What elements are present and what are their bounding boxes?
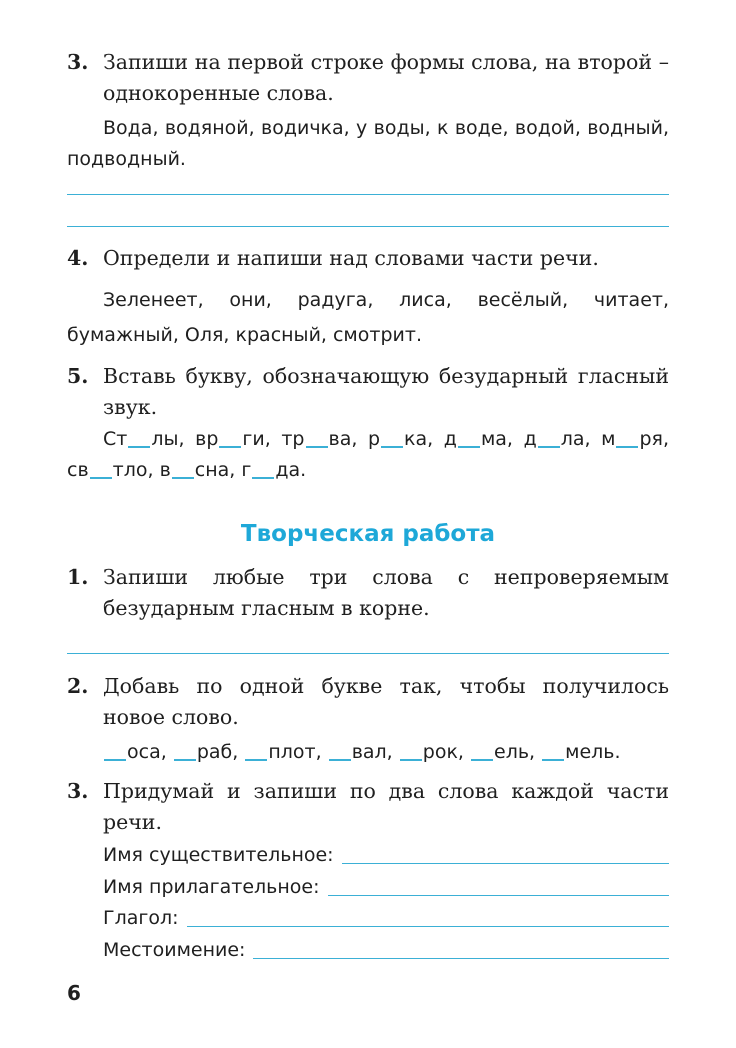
fragment: Ст [103, 428, 128, 450]
pronoun-answer-line[interactable] [253, 958, 669, 959]
vowel-blank[interactable] [90, 457, 112, 479]
task-number: 1. [67, 565, 89, 589]
word-ending: вал, [351, 741, 393, 763]
word-ending: рок, [422, 741, 464, 763]
letter-blank[interactable] [174, 739, 196, 761]
word-ending: ель, [494, 741, 536, 763]
fragment: ла, м [560, 428, 616, 450]
fragment: ка, д [404, 428, 457, 450]
vowel-blank[interactable] [306, 426, 328, 448]
task-number: 2. [67, 674, 89, 698]
verb-answer-line[interactable] [187, 926, 669, 927]
pronoun-row [103, 935, 669, 966]
task-instruction: Придумай и запиши по два слова каждой части речи. [103, 779, 669, 834]
fragment: тло, в [112, 459, 171, 481]
answer-line-3[interactable] [67, 653, 669, 654]
task-number: 3. [67, 779, 89, 803]
adjective-row [103, 872, 669, 903]
verb-label: Глагол: [103, 907, 179, 929]
task-5-insert-vowel [67, 361, 669, 423]
letter-blank[interactable] [400, 739, 422, 761]
fragment: да. [275, 459, 307, 481]
word-list: Зеленеет, они, радуга, лиса, весёлый, читает, бумажный, Оля, красный, смотрит. [67, 289, 669, 346]
word-ending: оса, [127, 741, 167, 763]
task-instruction: Добавь по одной букве так, чтобы получилось новое слово. [103, 674, 669, 729]
adjective-answer-line[interactable] [328, 895, 670, 896]
word-ending: плот, [268, 741, 322, 763]
fragment: ги, тр [242, 428, 305, 450]
fragment: ря, св [67, 428, 670, 481]
task-number: 4. [67, 246, 89, 270]
word-ending: раб, [196, 741, 239, 763]
page-number: 6 [67, 981, 81, 1005]
vowel-blank[interactable] [172, 457, 194, 479]
letter-exercise [103, 737, 669, 768]
task-instruction: Запиши на первой строке формы слова, на второй – однокоренные слова. [103, 50, 669, 105]
answer-line-1[interactable] [67, 194, 669, 195]
task-instruction: Запиши любые три слова с непроверяемым безударным гласным в корне. [103, 565, 669, 620]
vowel-blank[interactable] [128, 426, 150, 448]
fragment: ма, д [480, 428, 537, 450]
vowel-blank[interactable] [616, 426, 638, 448]
noun-answer-line[interactable] [342, 863, 669, 864]
letter-blank[interactable] [329, 739, 351, 761]
fragment: ва, р [328, 428, 381, 450]
vowel-blank[interactable] [458, 426, 480, 448]
vowel-blank[interactable] [538, 426, 560, 448]
section-heading: Творческая работа [240, 521, 496, 547]
vowel-blank[interactable] [219, 426, 241, 448]
noun-row [103, 840, 669, 871]
task-4-parts-of-speech [67, 243, 669, 274]
noun-label: Имя существительное: [103, 844, 334, 866]
word-ending: мель. [565, 741, 621, 763]
creative-task-2 [67, 671, 669, 733]
creative-task-3 [67, 776, 669, 838]
pronoun-label: Местоимение: [103, 939, 246, 961]
creative-task-1 [67, 562, 669, 624]
task-instruction: Вставь букву, обозначающую безударный гласный звук. [103, 364, 669, 419]
adjective-label: Имя прилагательное: [103, 876, 320, 898]
task-3-forms [67, 47, 669, 109]
task-number: 5. [67, 364, 89, 388]
letter-blank[interactable] [245, 739, 267, 761]
letter-blank[interactable] [104, 739, 126, 761]
letter-blank[interactable] [471, 739, 493, 761]
fragment: лы, вр [151, 428, 219, 450]
word-list: Вода, водяной, водичка, у воды, к воде, водой, водный, подводный. [67, 117, 669, 170]
task-instruction: Определи и напиши над словами части речи. [103, 246, 599, 270]
vowel-blank[interactable] [381, 426, 403, 448]
fragment: сна, г [194, 459, 252, 481]
vowel-blank[interactable] [252, 457, 274, 479]
verb-row [103, 903, 669, 934]
task-number: 3. [67, 50, 89, 74]
answer-line-2[interactable] [67, 226, 669, 227]
vowel-exercise [67, 424, 669, 486]
letter-blank[interactable] [542, 739, 564, 761]
